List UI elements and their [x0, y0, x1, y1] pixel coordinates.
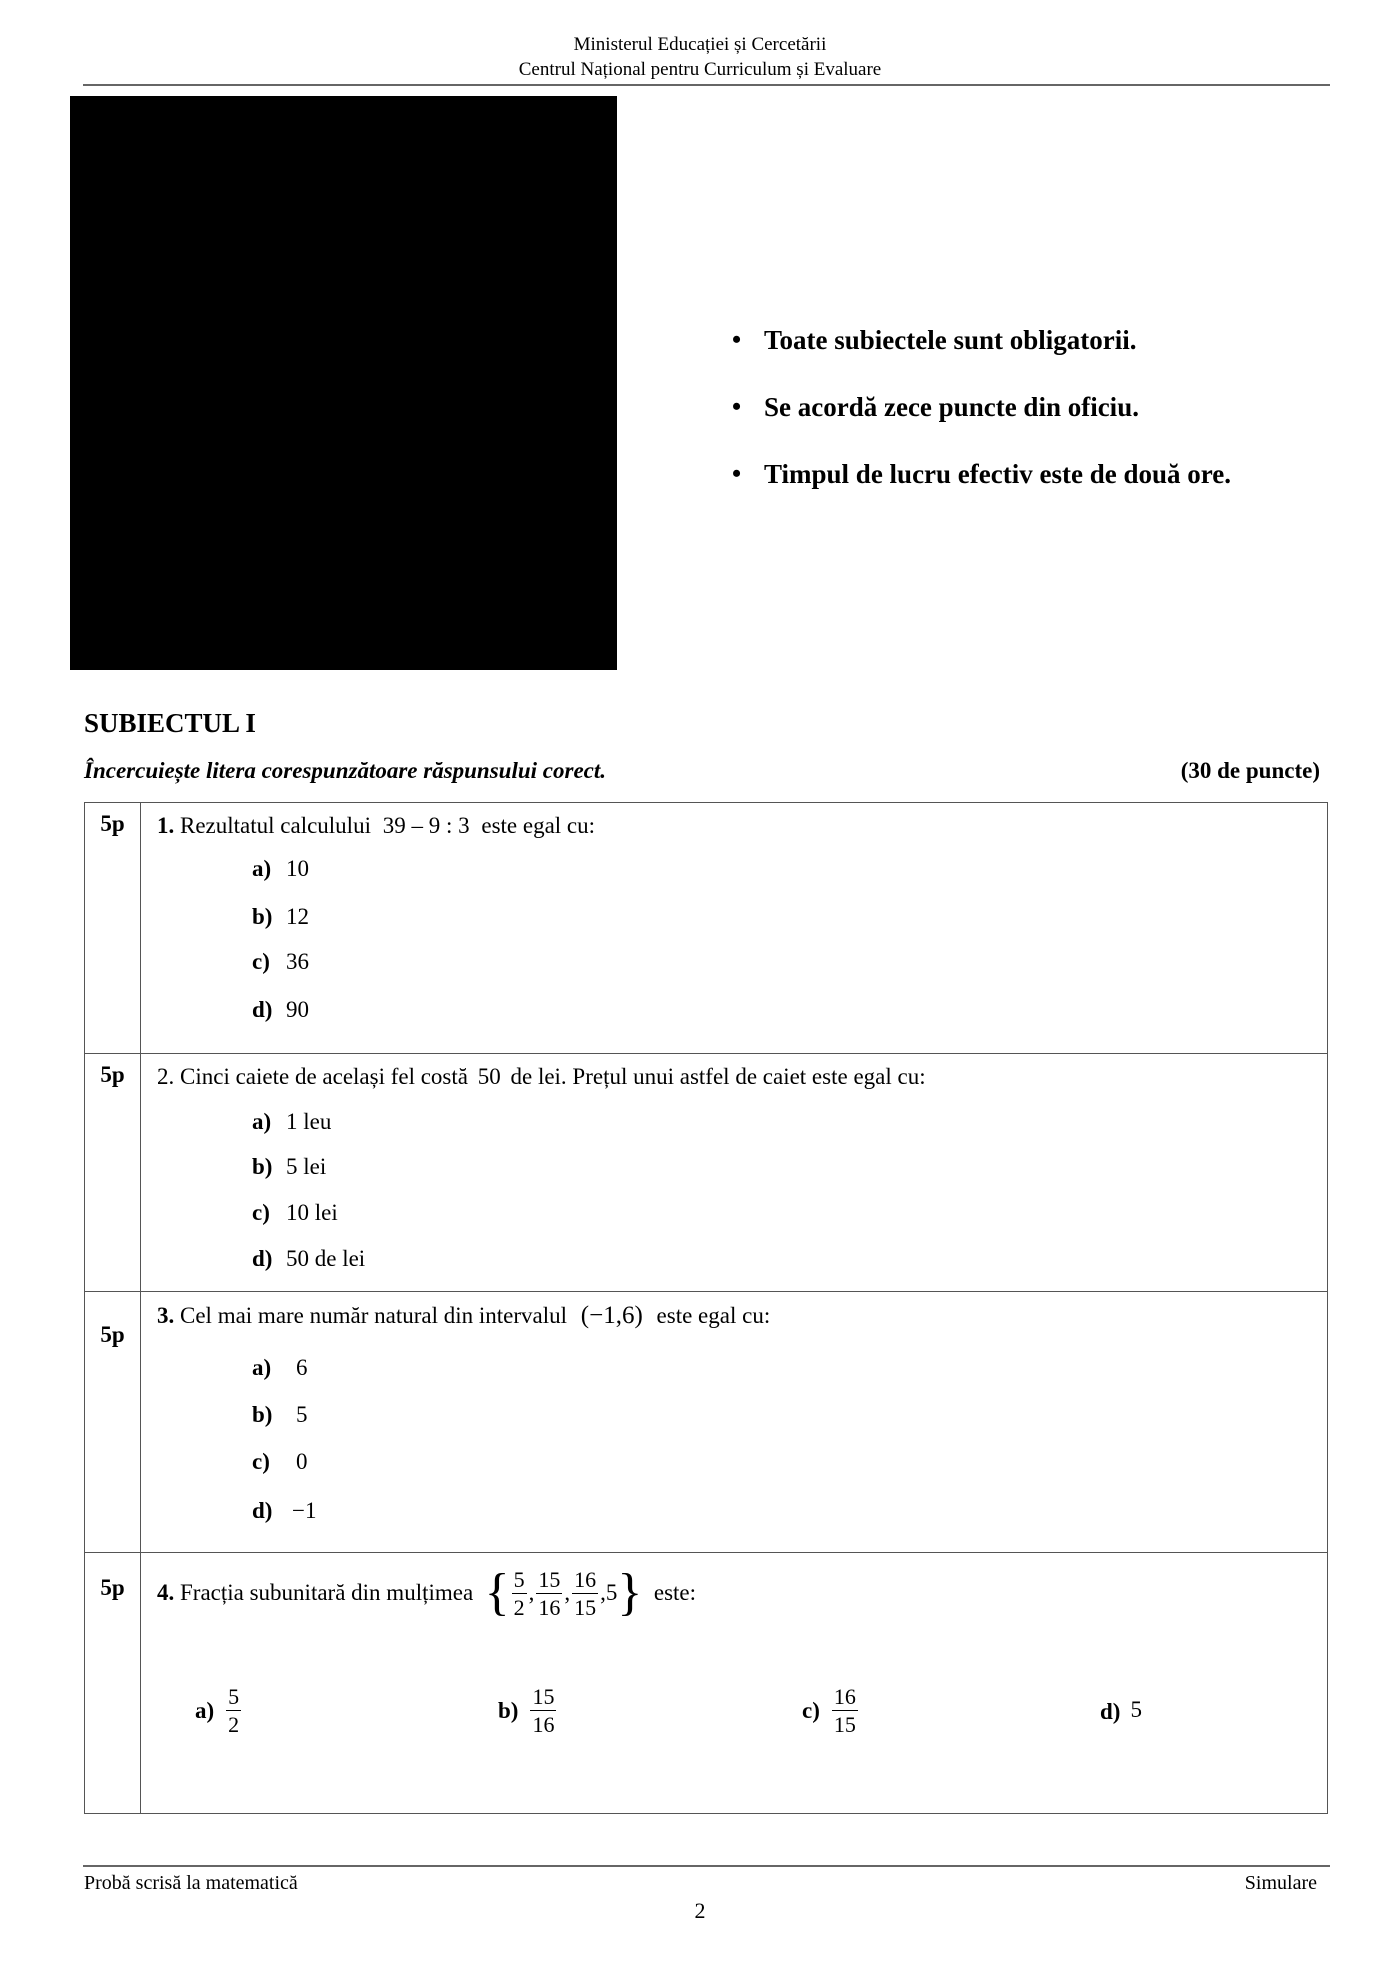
fraction: $\frac{5}{2}$: [228, 1684, 240, 1737]
question-points: 5p: [85, 803, 141, 1054]
page-header: [0, 32, 1400, 82]
math-expression: 50: [477, 1064, 501, 1089]
fraction: $\frac{15}{16}$: [532, 1684, 555, 1737]
question-cell: [141, 803, 1328, 1054]
answer-option[interactable]: b) 12: [252, 904, 309, 929]
subject-title: SUBIECTUL I: [84, 708, 256, 738]
answer-option[interactable]: d) −1: [252, 1498, 317, 1523]
answer-option[interactable]: a) 6: [252, 1355, 308, 1380]
subject-points: (30 de puncte): [1180, 758, 1320, 783]
fraction: $\frac{5}{2}$: [513, 1566, 525, 1620]
math-expression: (−1,6): [580, 1302, 643, 1329]
subject-instruction: Încercuiește litera corespunzătoare răspunsului corect.: [84, 758, 607, 783]
question-row: [85, 1292, 1328, 1553]
center-name: Centrul Național pentru Curriculum și Evaluare: [518, 59, 882, 80]
question-points: 5p: [85, 1292, 141, 1553]
answer-option[interactable]: b) 5 lei: [252, 1154, 327, 1179]
question-row: [85, 1553, 1328, 1814]
footer-exam-type: Simulare: [1244, 1872, 1317, 1894]
page-number: 2: [694, 1898, 706, 1923]
answer-option[interactable]: a) 10: [252, 856, 309, 881]
set-brace-close: }: [617, 1564, 643, 1621]
question-row: [85, 1054, 1328, 1292]
fraction: $\frac{16}{15}$: [574, 1566, 597, 1620]
answer-option[interactable]: d) 5: [1100, 1697, 1142, 1724]
question-row: [85, 803, 1328, 1054]
question-cell: [141, 1054, 1328, 1292]
fraction: $\frac{16}{15}$: [833, 1684, 856, 1737]
fraction: $\frac{15}{16}$: [538, 1566, 561, 1620]
question-points: 5p: [85, 1553, 141, 1814]
footer-exam-name: Probă scrisă la matematică: [84, 1872, 298, 1894]
question-points: 5p: [85, 1054, 141, 1292]
redacted-block: [70, 96, 617, 670]
answer-option[interactable]: b) $\frac{15}{16}$: [498, 1684, 555, 1737]
question-text: 1. Rezultatul calculului 39 – 9 : 3 este egal cu:: [157, 813, 596, 838]
question-text: 3. Cel mai mare număr natural din intervalul (−1,6) este egal cu:: [157, 1302, 771, 1329]
rule-item: • Toate subiectele sunt obligatorii.: [730, 320, 1231, 387]
question-cell: [141, 1553, 1328, 1814]
math-expression: 39 – 9 : 3: [382, 813, 470, 838]
answer-option[interactable]: c) 0: [252, 1449, 308, 1474]
rule-item: • Timpul de lucru efectiv este de două ore.: [730, 454, 1231, 521]
question-text: 2. Cinci caiete de același fel costă 50 de lei. Prețul unui astfel de caiet este egal cu:: [157, 1064, 926, 1089]
answer-option[interactable]: b) 5: [252, 1402, 308, 1427]
ministry-name: Ministerul Educației și Cercetării: [573, 34, 827, 55]
questions-table: [84, 802, 1328, 1814]
question-text: 4. Fracția subunitară din mulțimea { $\frac{5}{2}$ , $\frac{15}{16}$ , $\frac{16}{15}$ , 5 } este:: [157, 1564, 697, 1621]
answer-option[interactable]: d) 50 de lei: [252, 1246, 366, 1271]
question-cell: [141, 1292, 1328, 1553]
rule-item: • Se acordă zece puncte din oficiu.: [730, 387, 1231, 454]
answer-option[interactable]: c) $\frac{16}{15}$: [802, 1684, 856, 1737]
set-brace-open: {: [484, 1564, 510, 1621]
exam-rules-list: [730, 320, 1231, 521]
answer-option[interactable]: c) 10 lei: [252, 1200, 338, 1225]
answer-option[interactable]: a) 1 leu: [252, 1109, 332, 1134]
answer-option[interactable]: d) 90: [252, 997, 309, 1022]
footer-divider: [83, 1865, 1330, 1867]
header-divider: [83, 84, 1330, 86]
answer-option[interactable]: c) 36: [252, 949, 309, 974]
answer-option[interactable]: a) $\frac{5}{2}$: [195, 1684, 240, 1737]
